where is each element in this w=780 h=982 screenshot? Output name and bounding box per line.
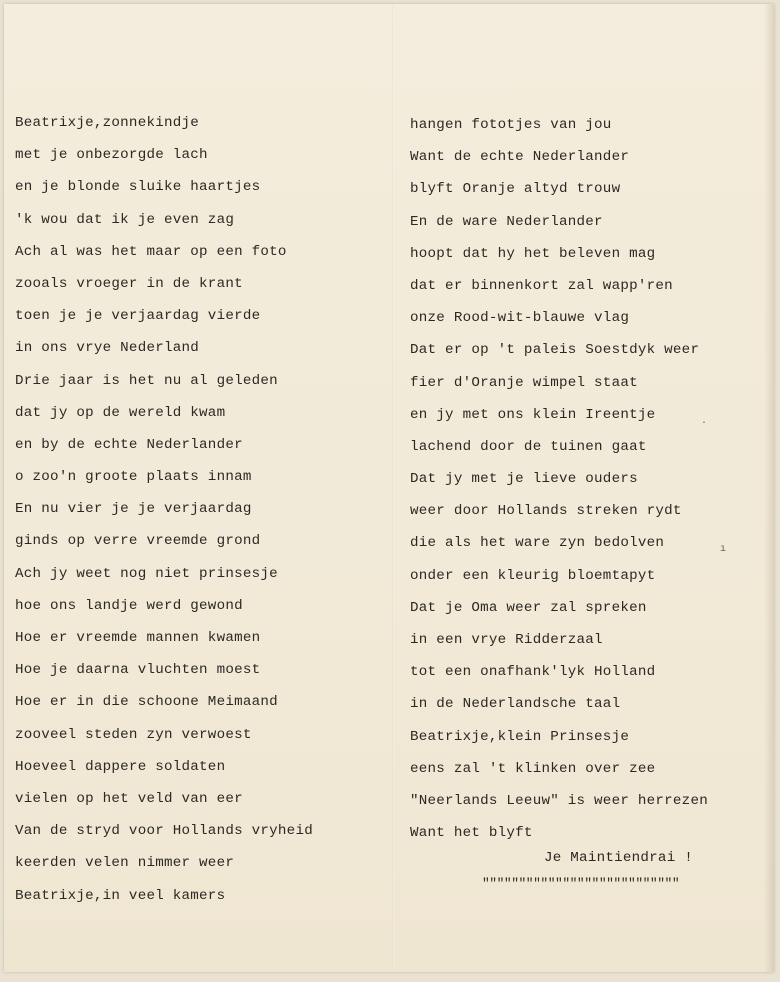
poem-line: Hoe je daarna vluchten moest	[15, 662, 261, 679]
poem-line: "Neerlands Leeuw" is weer herrezen	[410, 792, 708, 809]
poem-line: zooveel steden zyn verwoest	[15, 726, 252, 743]
ink-speck: ı	[720, 544, 727, 555]
poem-line: onze Rood-wit-blauwe vlag	[410, 310, 630, 327]
poem-line: dat jy op de wereld kwam	[15, 404, 226, 421]
poem-line: die als het ware zyn bedolven	[410, 535, 665, 552]
poem-line: fier d'Oranje wimpel staat	[410, 374, 638, 391]
poem-right-column	[410, 113, 708, 853]
poem-line: En de ware Nederlander	[410, 213, 603, 230]
poem-line: Beatrixje,zonnekindje	[15, 115, 200, 131]
poem-line: dat er binnenkort zal wapp'ren	[410, 277, 673, 294]
poem-line: en je blonde sluike haartjes	[15, 179, 261, 196]
poem-line: keerden velen nimmer weer	[15, 855, 235, 872]
poem-line: Ach al was het maar op een foto	[15, 243, 287, 260]
poem-line: Dat je Oma weer zal spreken	[410, 599, 647, 616]
closing-motto: Je Maintiendrai !	[544, 850, 693, 866]
poem-line: Hoe er vreemde mannen kwamen	[15, 630, 261, 646]
poem-line: 'k wou dat ik je even zag	[15, 211, 235, 228]
typewritten-page	[4, 4, 774, 972]
poem-line: hoe ons landje werd gewond	[15, 597, 243, 614]
poem-line: Dat jy met je lieve ouders	[410, 471, 638, 488]
poem-line: Hoe er in die schoone Meimaand	[15, 694, 278, 711]
poem-line: in een vrye Ridderzaal	[410, 632, 603, 648]
poem-line: en jy met ons klein Ireentje	[410, 406, 656, 423]
poem-left-column	[15, 111, 313, 916]
poem-line: tot een onafhank'lyk Holland	[410, 664, 656, 681]
center-fold	[392, 4, 394, 972]
poem-line: Beatrixje,klein Prinsesje	[410, 728, 630, 745]
poem-line: Want het blyft	[410, 825, 533, 842]
poem-line: onder een kleurig bloemtapyt	[410, 567, 656, 584]
poem-line: toen je je verjaardag vierde	[15, 308, 261, 325]
poem-line: ginds op verre vreemde grond	[15, 533, 261, 550]
ink-speck: ·	[701, 418, 708, 429]
poem-line: Hoeveel dappere soldaten	[15, 758, 226, 775]
poem-line: in ons vrye Nederland	[15, 340, 200, 357]
poem-line: En nu vier je je verjaardag	[15, 501, 252, 518]
poem-line: hangen fototjes van jou	[410, 117, 612, 133]
poem-line: Beatrixje,in veel kamers	[15, 887, 226, 904]
poem-line: hoopt dat hy het beleven mag	[410, 245, 656, 262]
poem-line: o zoo'n groote plaats innam	[15, 469, 252, 486]
paper-edge-shadow	[764, 4, 774, 972]
poem-line: Want de echte Nederlander	[410, 149, 630, 166]
poem-line: lachend door de tuinen gaat	[410, 438, 647, 455]
poem-line: en by de echte Nederlander	[15, 436, 243, 453]
poem-line: zooals vroeger in de krant	[15, 275, 243, 292]
ditto-mark-line: """""""""""""""""""""""""""	[482, 876, 680, 891]
poem-line: eens zal 't klinken over zee	[410, 760, 656, 777]
poem-line: Drie jaar is het nu al geleden	[15, 372, 278, 389]
poem-line: Van de stryd voor Hollands vryheid	[15, 823, 313, 840]
poem-line: blyft Oranje altyd trouw	[410, 181, 621, 198]
poem-line: met je onbezorgde lach	[15, 147, 208, 164]
poem-line: in de Nederlandsche taal	[410, 696, 621, 713]
poem-line: Ach jy weet nog niet prinsesje	[15, 565, 278, 582]
poem-line: vielen op het veld van eer	[15, 790, 243, 807]
poem-line: weer door Hollands streken rydt	[410, 503, 682, 520]
poem-line: Dat er op 't paleis Soestdyk weer	[410, 342, 700, 359]
